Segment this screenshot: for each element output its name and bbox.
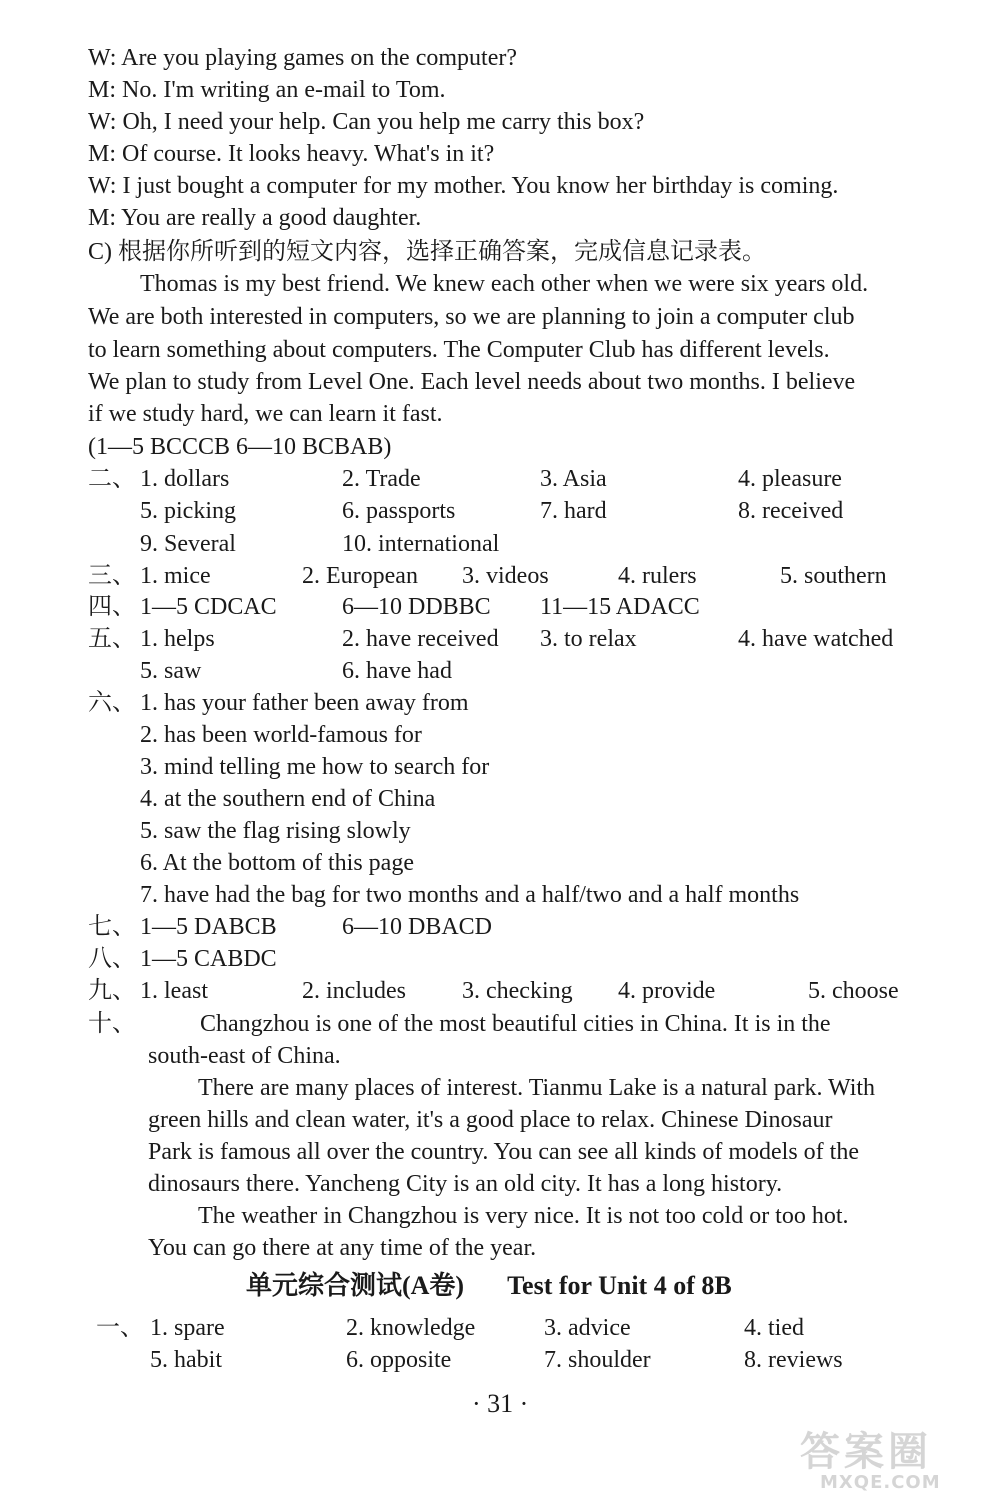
dialogue-line: W: I just bought a computer for my mother. You know her birthday is coming. — [88, 173, 839, 199]
answer-item: 2. knowledge — [346, 1315, 476, 1341]
answer-item: 1. helps — [140, 626, 215, 652]
answer-item: 6—10 DBACD — [342, 914, 493, 940]
answer-item: 3. to relax — [540, 626, 637, 652]
answer-item: 5. saw — [140, 658, 202, 684]
page-number: · 31 · — [472, 1389, 529, 1418]
section-heading-en: Test for Unit 4 of 8B — [507, 1271, 732, 1300]
answer-item: 5. choose — [808, 978, 899, 1004]
part-label: 一、 — [96, 1315, 144, 1341]
composition-line: south-east of China. — [148, 1043, 341, 1069]
composition-line: The weather in Changzhou is very nice. It is not too cold or too hot. — [198, 1203, 849, 1229]
section-heading-cn: 单元综合测试(A卷) — [246, 1271, 465, 1300]
part-label: 六、 — [88, 690, 136, 716]
answer-item: 2. have received — [342, 626, 499, 652]
answer-item: 10. international — [342, 531, 500, 557]
answer-item: 2. Trade — [342, 466, 421, 492]
watermark-mark: 答案圈 — [800, 1429, 932, 1475]
answer-item: 2. European — [302, 563, 418, 589]
answer-item: 1. mice — [140, 563, 211, 589]
answer-item: 3. mind telling me how to search for — [140, 754, 490, 780]
watermark-logo — [800, 1420, 995, 1496]
answer-item: 1. has your father been away from — [140, 690, 469, 716]
answer-item: 5. southern — [780, 563, 887, 589]
composition-line: You can go there at any time of the year. — [148, 1235, 537, 1261]
answer-item: 4. provide — [618, 978, 716, 1004]
dialogue-line: W: Are you playing games on the computer? — [88, 45, 517, 71]
composition-line: Changzhou is one of the most beautiful cities in China. It is in the — [200, 1011, 831, 1037]
answer-item: 2. includes — [302, 978, 406, 1004]
dialogue-line: M: Of course. It looks heavy. What's in it? — [88, 141, 495, 167]
answer-item: 6. At the bottom of this page — [140, 850, 414, 876]
part-label: 七、 — [88, 914, 136, 940]
part-label: 二、 — [88, 466, 136, 492]
answer-item: 2. has been world-famous for — [140, 722, 422, 748]
part-label: 八、 — [88, 946, 136, 972]
answer-item: 4. at the southern end of China — [140, 786, 436, 812]
answer-item: 3. videos — [462, 563, 549, 589]
passage-line: We are both interested in computers, so we are planning to join a computer club — [88, 304, 855, 330]
answer-item: 6—10 DDBBC — [342, 594, 491, 620]
answer-item: 8. received — [738, 498, 844, 524]
answer-item: 1—5 CDCAC — [140, 594, 277, 620]
answer-item: 3. Asia — [540, 466, 607, 492]
answer-item: 4. have watched — [738, 626, 894, 652]
dialogue-line: M: You are really a good daughter. — [88, 205, 422, 231]
passage-line: if we study hard, we can learn it fast. — [88, 401, 443, 427]
answer-item: 3. advice — [544, 1315, 631, 1341]
answer-item: 6. opposite — [346, 1347, 452, 1373]
watermark-url: MXQE.COM — [820, 1472, 941, 1493]
part-label: 五、 — [88, 626, 136, 652]
part-label: 三、 — [88, 563, 136, 589]
answer-item: 4. rulers — [618, 563, 697, 589]
answer-item: 9. Several — [140, 531, 236, 557]
passage-line: We plan to study from Level One. Each level needs about two months. I believe — [88, 369, 856, 395]
part-label: 十、 — [88, 1011, 136, 1037]
answer-item: 3. checking — [462, 978, 573, 1004]
answer-item: 1. spare — [150, 1315, 225, 1341]
answer-item: 7. shoulder — [544, 1347, 651, 1373]
answer-item: 4. pleasure — [738, 466, 842, 492]
answer-item: 1. least — [140, 978, 208, 1004]
composition-line: There are many places of interest. Tianmu Lake is a natural park. With — [198, 1075, 876, 1101]
passage-line: to learn something about computers. The Computer Club has different levels. — [88, 337, 830, 363]
answer-item: 5. saw the flag rising slowly — [140, 818, 411, 844]
passage-line: Thomas is my best friend. We knew each other when we were six years old. — [140, 271, 869, 297]
section-c-answers: (1—5 BCCCB 6—10 BCBAB) — [88, 434, 392, 460]
answer-item: 1. dollars — [140, 466, 230, 492]
answer-item: 5. picking — [140, 498, 236, 524]
answer-item: 11—15 ADACC — [540, 594, 700, 620]
dialogue-line: W: Oh, I need your help. Can you help me carry this box? — [88, 109, 645, 135]
answer-item: 1—5 DABCB — [140, 914, 277, 940]
dialogue-line: M: No. I'm writing an e-mail to Tom. — [88, 77, 446, 103]
composition-line: dinosaurs there. Yancheng City is an old city. It has a long history. — [148, 1171, 783, 1197]
answer-item: 5. habit — [150, 1347, 222, 1373]
composition-line: green hills and clean water, it's a good place to relax. Chinese Dinosaur — [148, 1107, 833, 1133]
answer-item: 6. have had — [342, 658, 452, 684]
answer-item: 1—5 CABDC — [140, 946, 277, 972]
composition-line: Park is famous all over the country. You can see all kinds of models of the — [148, 1139, 859, 1165]
answer-item: 7. have had the bag for two months and a half/two and a half months — [140, 882, 800, 908]
section-heading — [246, 1270, 732, 1302]
part-label: 四、 — [88, 594, 136, 620]
answer-item: 8. reviews — [744, 1347, 843, 1373]
section-c-instruction: C) 根据你所听到的短文内容，选择正确答案，完成信息记录表。 — [88, 239, 766, 265]
answer-item: 7. hard — [540, 498, 607, 524]
answer-item: 6. passports — [342, 498, 456, 524]
part-label: 九、 — [88, 978, 136, 1004]
answer-item: 4. tied — [744, 1315, 804, 1341]
